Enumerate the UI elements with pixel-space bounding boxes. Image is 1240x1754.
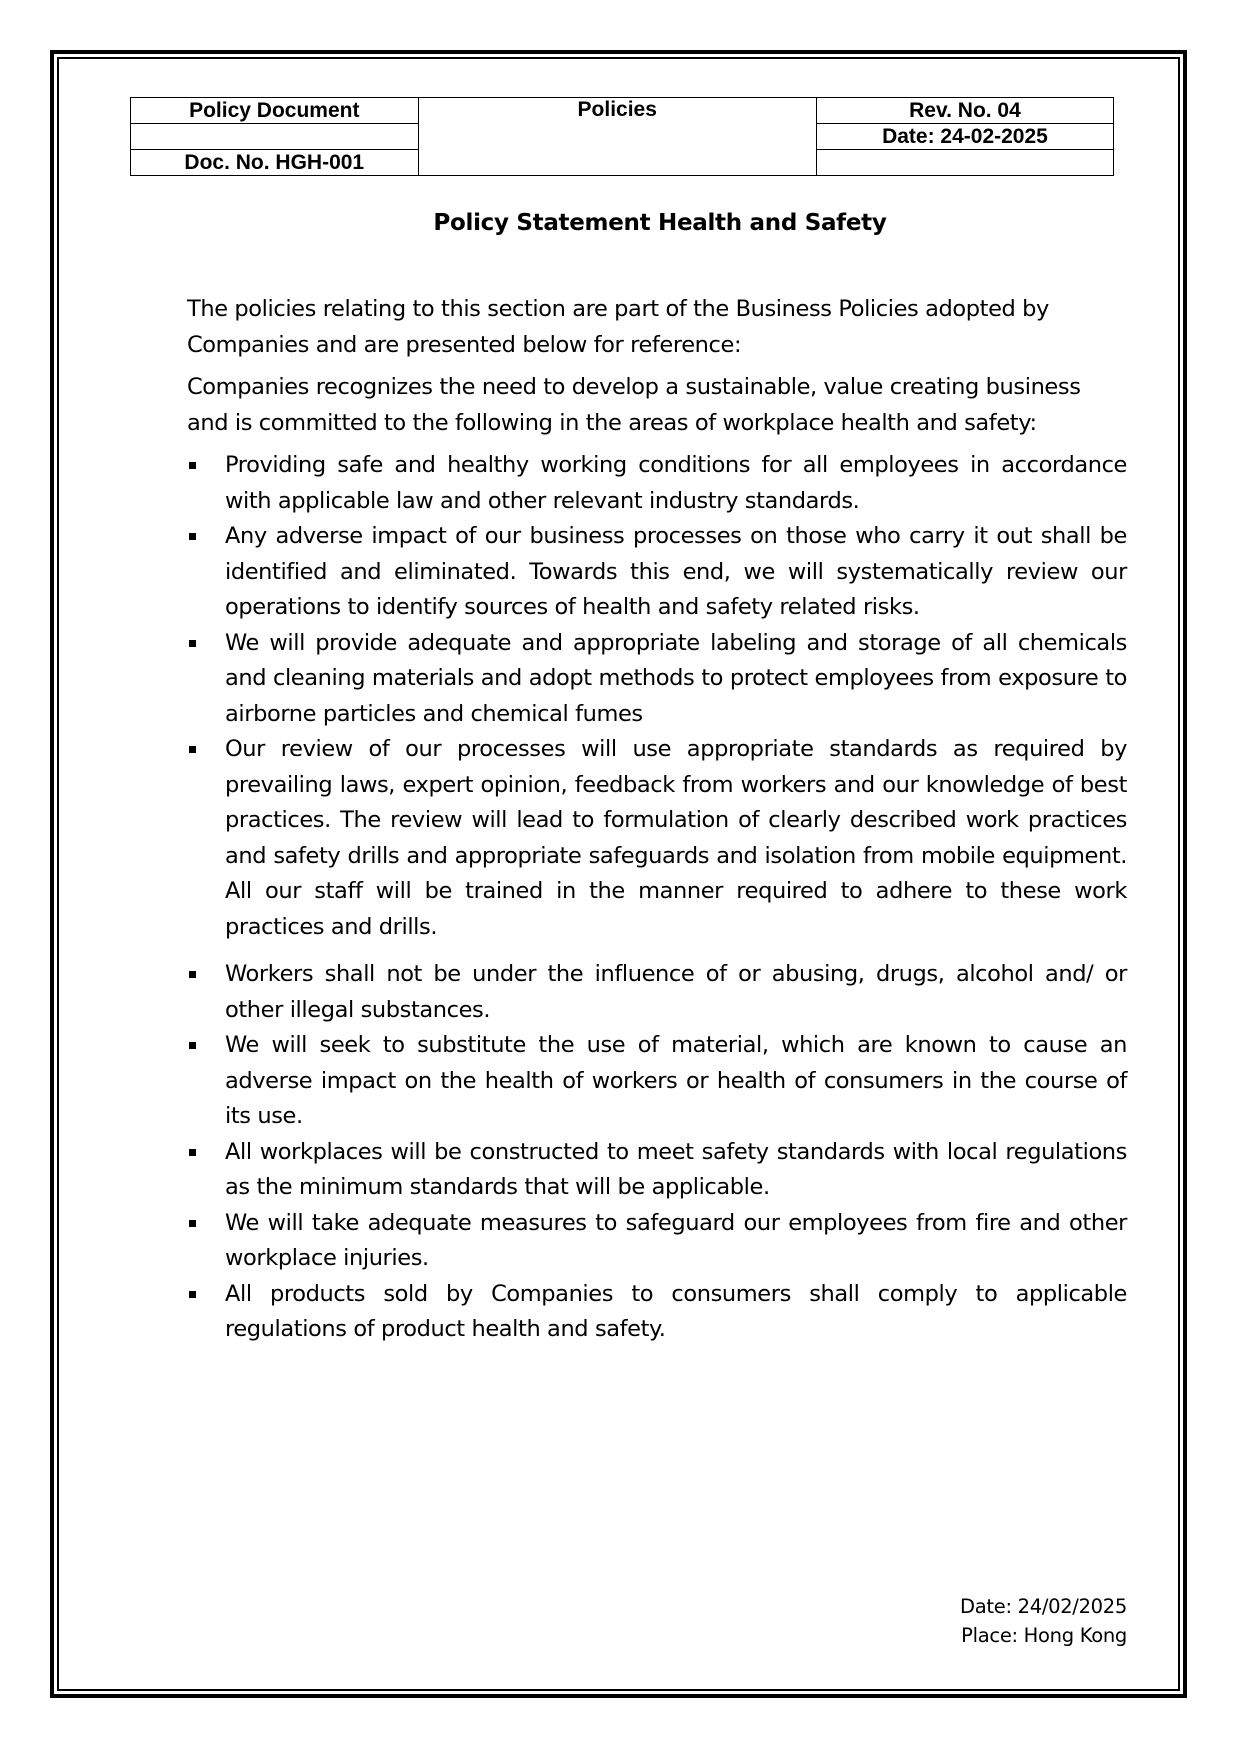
list-item (187, 732, 1127, 945)
footer-place: Place: Hong Kong (961, 1624, 1127, 1647)
list-item-text: We will provide adequate and appropriate labeling and storage of all chemicals and cleaning materials and adopt methods to protect employees from exposure to airborne particles and chemical fumes (225, 629, 1127, 727)
empty-cell (131, 124, 419, 150)
list-item-text: Our review of our processes will use appropriate standards as required by prevailing laws, expert opinion, feedback from workers and our knowledge of best practices. The review will lead to formulation of clearly described work practices and safety drills and appropriate safeguards and isolation from mobile equipment. All our staff will be trained in the manner required to adhere to these work practices and drills. (225, 736, 1127, 940)
commitment-paragraph: Companies recognizes the need to develop a sustainable, value creating business and is committed to the following in the areas of workplace health and safety: (187, 374, 1081, 436)
bullet-icon (189, 1149, 196, 1156)
bullet-icon (189, 1291, 196, 1298)
rev-no-cell: Rev. No. 04 (816, 98, 1113, 124)
page-title: Policy Statement Health and Safety (433, 210, 887, 236)
bullet-icon (189, 1220, 196, 1227)
list-item-text: Providing safe and healthy working conditions for all employees in accordance with applicable law and other relevant industry standards. (225, 452, 1127, 514)
bullet-icon (189, 971, 196, 978)
doc-no-cell: Doc. No. HGH-001 (131, 150, 419, 176)
bullet-icon (189, 462, 196, 469)
list-item (187, 519, 1127, 626)
policy-body (187, 292, 1127, 1348)
list-item-text: We will seek to substitute the use of material, which are known to cause an adverse impact on the health of workers or health of consumers in the course of its use. (225, 1032, 1127, 1129)
bullet-icon (189, 746, 196, 753)
list-item (187, 1206, 1127, 1277)
list-item (187, 626, 1127, 733)
intro-paragraph: The policies relating to this section are part of the Business Policies adopted by Companies and are presented below for reference: (187, 296, 1049, 358)
list-item-text: All workplaces will be constructed to meet safety standards with local regulations as the minimum standards that will be applicable. (225, 1138, 1127, 1200)
document-header-table (130, 97, 1114, 176)
list-item-text: All products sold by Companies to consumers shall comply to applicable regulations of product health and safety. (225, 1280, 1127, 1342)
list-item-text: We will take adequate measures to safeguard our employees from fire and other workplace injuries. (225, 1209, 1127, 1271)
list-item (187, 1028, 1127, 1135)
list-item (187, 1135, 1127, 1206)
list-item (187, 1277, 1127, 1348)
policy-list (187, 448, 1127, 1348)
document-footer (960, 1592, 1127, 1650)
list-item (187, 957, 1127, 1028)
bullet-icon (189, 533, 196, 540)
list-item (187, 448, 1127, 519)
policies-cell (418, 98, 816, 176)
policies-label: Policies (577, 98, 657, 121)
bullet-icon (189, 1042, 196, 1049)
list-item-text: Workers shall not be under the influence of or abusing, drugs, alcohol and/ or other illegal substances. (225, 961, 1127, 1023)
bullet-icon (189, 640, 196, 647)
footer-date: Date: 24/02/2025 (960, 1595, 1127, 1618)
date-cell: Date: 24-02-2025 (816, 124, 1113, 150)
list-item-text: Any adverse impact of our business processes on those who carry it out shall be identified and eliminated. Towards this end, we will systematically review our operations to identify sources of health and safety related risks. (225, 523, 1127, 620)
empty-cell (816, 150, 1113, 176)
policy-document-cell: Policy Document (131, 98, 419, 124)
